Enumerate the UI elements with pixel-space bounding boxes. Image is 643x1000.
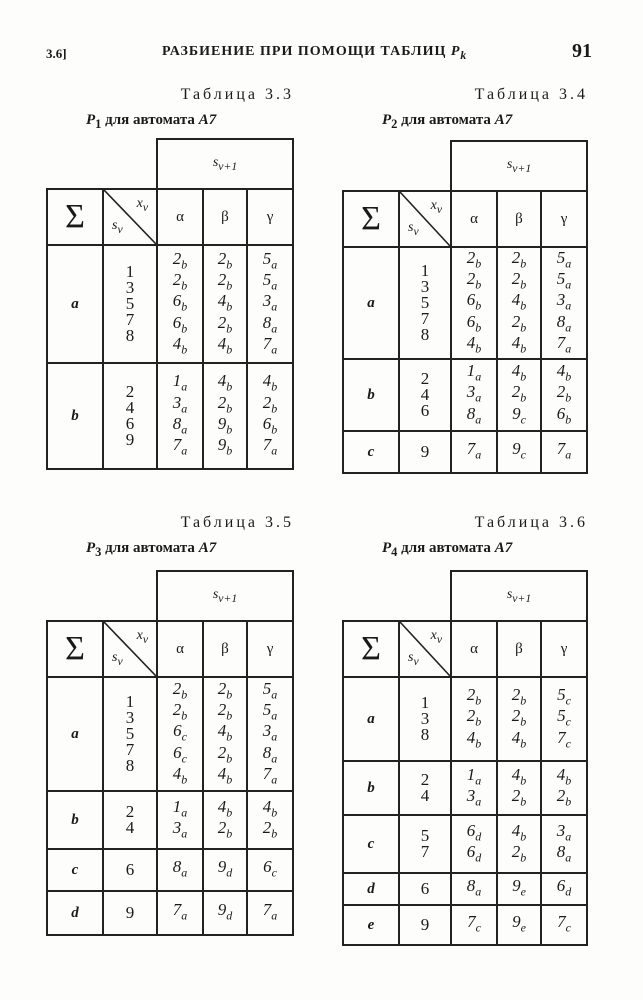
next-state-value: $5_a$ (556, 247, 572, 270)
blank-cell (399, 571, 451, 621)
section-number: 3.6] (46, 46, 67, 61)
state-value: 7 (420, 842, 430, 861)
table-3-4-block (342, 86, 588, 476)
next-state-value: $9_b$ (217, 435, 233, 458)
next-state-value: $6_b$ (262, 414, 278, 437)
next-state-list (541, 247, 587, 359)
input-header-1: β (497, 191, 541, 247)
next-state-value: $6_b$ (172, 291, 188, 314)
state-value: 8 (420, 325, 430, 344)
table-caption: $P_4$ для автомата A7 (382, 540, 513, 559)
input-header-2: γ (541, 621, 587, 677)
next-state-value: $4_b$ (172, 764, 188, 787)
next-state-value: $2_b$ (172, 269, 188, 293)
next-state-list (451, 431, 497, 473)
next-state-value: $8_a$ (556, 311, 572, 335)
next-state-value: $8_a$ (466, 876, 482, 899)
state-value: 3 (125, 278, 135, 297)
next-state-value: $1_a$ (466, 360, 482, 384)
next-state-value: $2_b$ (262, 818, 278, 841)
transition-table (46, 570, 294, 936)
input-symbol-label: $x_\nu$ (430, 198, 442, 216)
state-value: 1 (125, 262, 135, 281)
next-state-list (541, 431, 587, 473)
next-state-value: $3_a$ (556, 820, 572, 843)
state-value: 3 (420, 277, 430, 296)
next-state-value: $7_a$ (262, 900, 278, 923)
next-state-value: $2_b$ (511, 684, 527, 708)
next-state-value: $5_a$ (556, 268, 572, 292)
state-value: 5 (420, 826, 430, 845)
next-state-value: $2_b$ (466, 684, 482, 708)
next-state-value: $4_b$ (511, 333, 527, 356)
next-state-value: $2_b$ (172, 678, 188, 701)
next-state-list (157, 245, 203, 363)
next-state-value: $9_e$ (512, 876, 526, 899)
state-value: 4 (125, 398, 135, 417)
table-3-5-block (46, 514, 294, 954)
next-state-value: $4_b$ (466, 727, 482, 751)
next-state-value: $7_a$ (172, 900, 188, 923)
blank-cell (343, 571, 399, 621)
state-value: 2 (125, 382, 135, 401)
state-list (399, 431, 451, 473)
table-row (343, 815, 587, 873)
next-state-value: $7_c$ (467, 912, 481, 935)
state-symbol-label: $s_\nu$ (408, 650, 419, 668)
input-header-1: β (203, 621, 247, 677)
next-state-value: $7_c$ (557, 912, 571, 935)
state-value: 1 (125, 692, 135, 711)
next-state-value: $2_b$ (466, 247, 482, 270)
state-symbol-label: $s_\nu$ (112, 650, 123, 668)
state-list (103, 245, 157, 363)
next-state-value: $4_b$ (511, 764, 527, 787)
next-state-list (541, 359, 587, 431)
next-state-value: $4_b$ (172, 334, 188, 357)
next-state-value: $9_b$ (217, 414, 233, 437)
next-state-value: $5_a$ (262, 248, 278, 271)
next-state-value: $5_a$ (262, 269, 278, 293)
next-state-value: $4_b$ (511, 727, 527, 751)
next-state-list (541, 677, 587, 761)
table-caption: $P_2$ для автомата A7 (382, 112, 513, 131)
next-state-value: $4_b$ (217, 334, 233, 357)
table-caption: $P_3$ для автомата A7 (86, 540, 217, 559)
next-state-value: $4_b$ (217, 764, 233, 787)
diagonal-header (399, 191, 451, 247)
state-value: 2 (420, 770, 430, 789)
next-state-value: $7_a$ (466, 439, 482, 462)
next-state-value: $2_b$ (556, 382, 572, 405)
next-state-list (497, 761, 541, 815)
next-state-list (541, 905, 587, 945)
next-state-value: $7_a$ (172, 435, 188, 458)
running-header (0, 40, 643, 70)
state-value: 3 (125, 708, 135, 727)
state-value: 6 (420, 879, 430, 898)
next-state-value: $1_a$ (466, 764, 482, 787)
next-state-list (157, 849, 203, 891)
next-state-list (247, 245, 293, 363)
next-state-value: $2_b$ (511, 311, 527, 335)
next-state-list (157, 891, 203, 935)
next-state-list (157, 791, 203, 849)
next-state-list (541, 873, 587, 905)
next-state-value: $5_a$ (262, 699, 278, 723)
group-label: c (343, 815, 399, 873)
next-state-list (497, 359, 541, 431)
next-state-list (247, 849, 293, 891)
input-header-1: β (203, 189, 247, 245)
next-state-list (203, 677, 247, 791)
sigma-header: Σ (47, 621, 103, 677)
state-list (103, 849, 157, 891)
state-value: 8 (420, 725, 430, 744)
group-label: a (343, 677, 399, 761)
next-state-list (497, 677, 541, 761)
group-label: e (343, 905, 399, 945)
group-label: c (47, 849, 103, 891)
state-value: 6 (420, 401, 430, 420)
next-state-value: $8_a$ (262, 742, 278, 766)
next-state-list (497, 905, 541, 945)
next-state-value: $4_b$ (262, 796, 278, 819)
blank-cell (47, 571, 103, 621)
next-state-header: $s_{\nu+1}$ (451, 141, 587, 191)
table-caption: $P_1$ для автомата A7 (86, 112, 217, 131)
state-value: 8 (125, 326, 135, 345)
state-value: 9 (125, 430, 135, 449)
table-3-6-block (342, 514, 588, 954)
state-value: 6 (125, 860, 135, 879)
next-state-value: $6_b$ (466, 290, 482, 313)
next-state-value: $4_b$ (217, 371, 233, 394)
input-header-0: α (451, 191, 497, 247)
next-state-value: $4_b$ (511, 820, 527, 843)
state-value: 9 (125, 903, 135, 922)
table-row (47, 363, 293, 469)
next-state-value: $2_b$ (511, 382, 527, 405)
next-state-value: $1_a$ (172, 796, 188, 819)
group-label: b (47, 791, 103, 849)
table-row (47, 677, 293, 791)
group-label: b (343, 359, 399, 431)
next-state-value: $6_c$ (173, 742, 187, 766)
next-state-value: $9_c$ (512, 403, 526, 427)
group-label: b (47, 363, 103, 469)
state-list (103, 891, 157, 935)
next-state-list (451, 677, 497, 761)
input-header-2: γ (247, 621, 293, 677)
table-row (343, 431, 587, 473)
state-value: 9 (420, 442, 430, 461)
state-value: 6 (125, 414, 135, 433)
next-state-value: $3_a$ (262, 721, 278, 744)
group-label: a (343, 247, 399, 359)
next-state-value: $2_b$ (217, 248, 233, 271)
state-list (399, 815, 451, 873)
next-state-value: $4_b$ (262, 371, 278, 394)
state-list (399, 677, 451, 761)
next-state-value: $3_a$ (556, 290, 572, 313)
next-state-list (451, 905, 497, 945)
next-state-header: $s_{\nu+1}$ (157, 139, 293, 189)
next-state-list (203, 791, 247, 849)
next-state-value: $2_b$ (466, 706, 482, 729)
state-value: 4 (420, 385, 430, 404)
next-state-value: $2_b$ (511, 706, 527, 729)
state-value: 9 (420, 915, 430, 934)
blank-cell (47, 139, 103, 189)
next-state-value: $7_a$ (262, 764, 278, 787)
next-state-value: $2_b$ (217, 678, 233, 701)
next-state-list (203, 849, 247, 891)
state-value: 7 (125, 740, 135, 759)
transition-table (342, 140, 588, 474)
next-state-list (497, 873, 541, 905)
group-label: a (47, 677, 103, 791)
blank-cell (103, 139, 157, 189)
state-value: 4 (125, 818, 135, 837)
next-state-value: $7_a$ (556, 333, 572, 356)
next-state-value: $3_a$ (466, 786, 482, 809)
running-title: РАЗБИЕНИЕ ПРИ ПОМОЩИ ТАБЛИЦ $P_k$ (162, 44, 468, 62)
table-row (343, 359, 587, 431)
state-value: 2 (125, 802, 135, 821)
next-state-value: $8_a$ (172, 857, 188, 880)
table-3-3-block (46, 86, 294, 476)
state-list (103, 791, 157, 849)
next-state-value: $4_b$ (217, 796, 233, 819)
state-value: 5 (420, 293, 430, 312)
next-state-value: $4_b$ (556, 764, 572, 787)
next-state-value: $8_a$ (172, 414, 188, 437)
next-state-list (247, 363, 293, 469)
next-state-value: $3_a$ (172, 818, 188, 841)
input-header-0: α (157, 621, 203, 677)
next-state-value: $4_b$ (556, 360, 572, 384)
next-state-value: $9_d$ (217, 900, 233, 923)
next-state-value: $9_c$ (512, 439, 526, 462)
next-state-header: $s_{\nu+1}$ (451, 571, 587, 621)
next-state-value: $7_a$ (262, 334, 278, 357)
next-state-list (451, 815, 497, 873)
next-state-value: $2_b$ (217, 699, 233, 723)
table-row (47, 849, 293, 891)
next-state-value: $2_b$ (466, 268, 482, 292)
next-state-list (451, 247, 497, 359)
table-label: Таблица 3.6 (474, 514, 588, 531)
next-state-value: $4_b$ (217, 291, 233, 314)
next-state-value: $6_b$ (556, 403, 572, 427)
next-state-value: $4_b$ (511, 290, 527, 313)
next-state-value: $2_b$ (217, 312, 233, 336)
next-state-value: $2_b$ (217, 818, 233, 841)
sigma-header: Σ (343, 191, 399, 247)
state-value: 1 (420, 693, 430, 712)
input-symbol-label: $x_\nu$ (136, 196, 148, 214)
state-value: 4 (420, 786, 430, 805)
next-state-value: $2_b$ (511, 247, 527, 270)
next-state-header: $s_{\nu+1}$ (157, 571, 293, 621)
next-state-list (451, 359, 497, 431)
state-list (399, 247, 451, 359)
next-state-list (247, 677, 293, 791)
next-state-list (203, 891, 247, 935)
next-state-value: $2_b$ (511, 842, 527, 865)
next-state-value: $6_d$ (466, 842, 482, 865)
input-symbol-label: $x_\nu$ (136, 628, 148, 646)
group-label: d (47, 891, 103, 935)
blank-cell (103, 571, 157, 621)
table-row (47, 891, 293, 935)
state-list (399, 873, 451, 905)
next-state-list (247, 791, 293, 849)
next-state-value: $3_a$ (466, 382, 482, 405)
table-row (47, 245, 293, 363)
table-row (343, 247, 587, 359)
table-row (343, 905, 587, 945)
table-row (343, 761, 587, 815)
next-state-value: $7_a$ (262, 435, 278, 458)
next-state-value: $7_c$ (557, 727, 571, 751)
sigma-header: Σ (47, 189, 103, 245)
blank-cell (399, 141, 451, 191)
next-state-value: $5_a$ (262, 678, 278, 701)
input-header-2: γ (247, 189, 293, 245)
next-state-value: $6_d$ (466, 820, 482, 843)
table-label: Таблица 3.5 (180, 514, 294, 531)
state-list (399, 905, 451, 945)
next-state-list (451, 873, 497, 905)
next-state-value: $6_c$ (263, 857, 277, 880)
group-label: c (343, 431, 399, 473)
input-header-2: γ (541, 191, 587, 247)
table-row (343, 873, 587, 905)
sigma-header: Σ (343, 621, 399, 677)
next-state-value: $9_d$ (217, 857, 233, 880)
input-header-0: α (451, 621, 497, 677)
group-label: b (343, 761, 399, 815)
next-state-list (203, 363, 247, 469)
next-state-value: $2_b$ (556, 786, 572, 809)
state-value: 5 (125, 294, 135, 313)
state-symbol-label: $s_\nu$ (408, 220, 419, 238)
next-state-value: $3_a$ (262, 291, 278, 314)
page-number: 91 (572, 40, 592, 62)
next-state-value: $2_b$ (217, 269, 233, 293)
next-state-value: $8_a$ (262, 312, 278, 336)
state-value: 7 (125, 310, 135, 329)
next-state-value: $5_c$ (557, 706, 571, 729)
next-state-value: $2_b$ (262, 392, 278, 415)
next-state-value: $4_b$ (466, 333, 482, 356)
table-label: Таблица 3.4 (474, 86, 588, 103)
diagonal-header (103, 621, 157, 677)
next-state-list (541, 815, 587, 873)
state-list (103, 363, 157, 469)
table-row (343, 677, 587, 761)
state-list (399, 359, 451, 431)
next-state-list (451, 761, 497, 815)
next-state-list (157, 363, 203, 469)
transition-table (46, 138, 294, 470)
next-state-value: $7_a$ (556, 439, 572, 462)
input-header-0: α (157, 189, 203, 245)
next-state-list (497, 815, 541, 873)
state-value: 8 (125, 756, 135, 775)
state-value: 3 (420, 709, 430, 728)
next-state-list (541, 761, 587, 815)
input-header-1: β (497, 621, 541, 677)
next-state-value: $2_b$ (172, 248, 188, 271)
state-value: 7 (420, 309, 430, 328)
table-row (47, 791, 293, 849)
state-symbol-label: $s_\nu$ (112, 218, 123, 236)
next-state-value: $2_b$ (217, 742, 233, 766)
next-state-list (497, 247, 541, 359)
state-value: 5 (125, 724, 135, 743)
input-symbol-label: $x_\nu$ (430, 628, 442, 646)
next-state-value: $4_b$ (217, 721, 233, 744)
next-state-value: $1_a$ (172, 371, 188, 394)
next-state-value: $4_b$ (511, 360, 527, 384)
next-state-list (157, 677, 203, 791)
blank-cell (343, 141, 399, 191)
next-state-list (497, 431, 541, 473)
next-state-list (203, 245, 247, 363)
state-value: 2 (420, 369, 430, 388)
next-state-value: $5_c$ (557, 684, 571, 708)
next-state-value: $2_b$ (511, 786, 527, 809)
next-state-value: $8_a$ (556, 842, 572, 865)
next-state-value: $6_b$ (172, 312, 188, 336)
group-label: a (47, 245, 103, 363)
diagonal-header (399, 621, 451, 677)
diagonal-header (103, 189, 157, 245)
next-state-value: $3_a$ (172, 392, 188, 415)
transition-table (342, 570, 588, 946)
next-state-value: $6_c$ (173, 721, 187, 744)
next-state-value: $9_e$ (512, 912, 526, 935)
next-state-value: $2_b$ (511, 268, 527, 292)
next-state-value: $2_b$ (217, 392, 233, 415)
group-label: d (343, 873, 399, 905)
next-state-value: $8_a$ (466, 403, 482, 427)
table-label: Таблица 3.3 (180, 86, 294, 103)
next-state-list (247, 891, 293, 935)
state-list (103, 677, 157, 791)
state-list (399, 761, 451, 815)
next-state-value: $6_d$ (556, 876, 572, 899)
next-state-value: $6_b$ (466, 311, 482, 335)
state-value: 1 (420, 261, 430, 280)
next-state-value: $2_b$ (172, 699, 188, 723)
